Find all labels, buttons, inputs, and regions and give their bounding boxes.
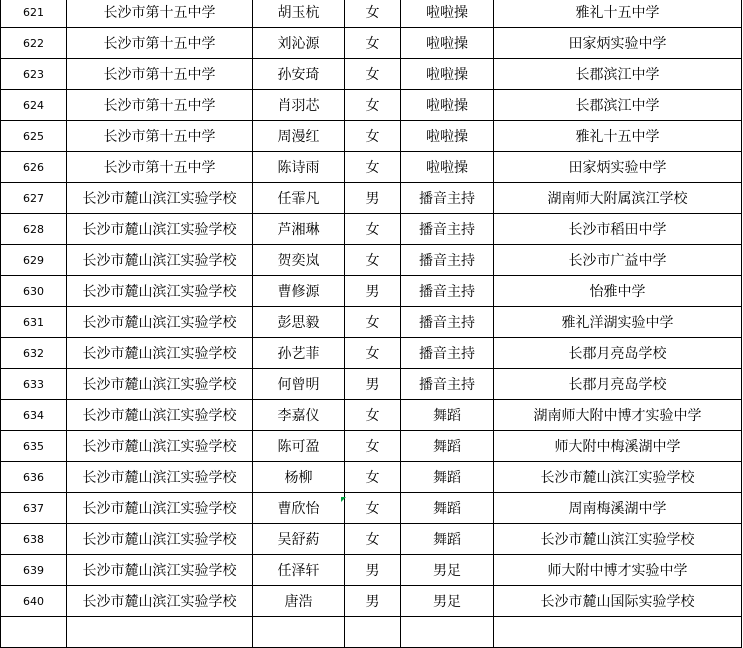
- cell-target-school[interactable]: 长沙市麓山国际实验学校: [494, 586, 742, 617]
- cell-target-school[interactable]: 师大附中梅溪湖中学: [494, 431, 742, 462]
- cell-gender[interactable]: 男: [345, 276, 401, 307]
- cell-number[interactable]: 626: [1, 152, 67, 183]
- cell-partial[interactable]: [253, 617, 345, 648]
- table-row: [1, 0, 742, 28]
- cell-number[interactable]: 640: [1, 586, 67, 617]
- cell-target-school[interactable]: 长郡滨江中学: [494, 90, 742, 121]
- cell-gender[interactable]: 女: [345, 59, 401, 90]
- cell-specialty[interactable]: 播音主持: [401, 307, 494, 338]
- table-row-partial: [1, 617, 742, 648]
- table-row: [1, 400, 742, 431]
- cell-gender[interactable]: 女: [345, 0, 401, 28]
- cell-target-school[interactable]: 怡雅中学: [494, 276, 742, 307]
- cell-specialty[interactable]: 舞蹈: [401, 431, 494, 462]
- cell-number[interactable]: 631: [1, 307, 67, 338]
- cell-name[interactable]: 芦湘琳: [253, 214, 345, 245]
- cell-partial[interactable]: [1, 617, 67, 648]
- cell-target-school[interactable]: 长沙市麓山滨江实验学校: [494, 524, 742, 555]
- table-row: [1, 555, 742, 586]
- cell-school[interactable]: 长沙市麓山滨江实验学校: [67, 493, 253, 524]
- cell-number[interactable]: 621: [1, 0, 67, 28]
- cell-target-school[interactable]: 田家炳实验中学: [494, 28, 742, 59]
- cell-number[interactable]: 639: [1, 555, 67, 586]
- cell-target-school[interactable]: 田家炳实验中学: [494, 152, 742, 183]
- cell-number[interactable]: 632: [1, 338, 67, 369]
- cell-name[interactable]: 陈可盈: [253, 431, 345, 462]
- cell-school[interactable]: 长沙市麓山滨江实验学校: [67, 462, 253, 493]
- table-row: [1, 338, 742, 369]
- cell-name[interactable]: 李嘉仪: [253, 400, 345, 431]
- cell-gender[interactable]: 女: [345, 338, 401, 369]
- cell-gender[interactable]: 女: [345, 493, 401, 524]
- cell-target-school[interactable]: 长郡滨江中学: [494, 59, 742, 90]
- table-row: [1, 369, 742, 400]
- table-row: [1, 90, 742, 121]
- table-row: [1, 59, 742, 90]
- cell-specialty[interactable]: 啦啦操: [401, 0, 494, 28]
- cell-school[interactable]: 长沙市麓山滨江实验学校: [67, 276, 253, 307]
- cell-partial[interactable]: [401, 617, 494, 648]
- cell-number[interactable]: 635: [1, 431, 67, 462]
- table-row: [1, 183, 742, 214]
- cell-name[interactable]: 彭思毅: [253, 307, 345, 338]
- cell-name[interactable]: 唐浩: [253, 586, 345, 617]
- cell-gender[interactable]: 女: [345, 214, 401, 245]
- cell-specialty[interactable]: 播音主持: [401, 183, 494, 214]
- cell-gender[interactable]: 女: [345, 245, 401, 276]
- cell-school[interactable]: 长沙市麓山滨江实验学校: [67, 586, 253, 617]
- cell-number[interactable]: 638: [1, 524, 67, 555]
- table-body: [1, 0, 742, 617]
- cell-specialty[interactable]: 舞蹈: [401, 493, 494, 524]
- cell-name[interactable]: 孙安琦: [253, 59, 345, 90]
- table-row: [1, 524, 742, 555]
- cell-school[interactable]: 长沙市麓山滨江实验学校: [67, 183, 253, 214]
- cell-gender[interactable]: 女: [345, 307, 401, 338]
- cell-gender[interactable]: 男: [345, 555, 401, 586]
- cell-partial[interactable]: [494, 617, 742, 648]
- cell-number[interactable]: 622: [1, 28, 67, 59]
- cell-target-school[interactable]: 雅礼十五中学: [494, 121, 742, 152]
- cell-school[interactable]: 长沙市第十五中学: [67, 90, 253, 121]
- cell-number[interactable]: 624: [1, 90, 67, 121]
- table-row: [1, 121, 742, 152]
- cell-gender[interactable]: 男: [345, 183, 401, 214]
- cell-gender[interactable]: 女: [345, 90, 401, 121]
- cell-gender[interactable]: 女: [345, 524, 401, 555]
- cell-name[interactable]: 杨柳: [253, 462, 345, 493]
- cell-school[interactable]: 长沙市麓山滨江实验学校: [67, 400, 253, 431]
- table-row: [1, 28, 742, 59]
- cell-gender[interactable]: 男: [345, 369, 401, 400]
- cell-target-school[interactable]: 长沙市广益中学: [494, 245, 742, 276]
- cell-name[interactable]: 孙艺菲: [253, 338, 345, 369]
- table-row: [1, 586, 742, 617]
- cell-name[interactable]: 周漫红: [253, 121, 345, 152]
- cell-number[interactable]: 633: [1, 369, 67, 400]
- cell-name[interactable]: 任泽轩: [253, 555, 345, 586]
- cell-target-school[interactable]: 湖南师大附属滨江学校: [494, 183, 742, 214]
- table-row: [1, 245, 742, 276]
- cell-number[interactable]: 627: [1, 183, 67, 214]
- table-row: [1, 276, 742, 307]
- cell-target-school[interactable]: 雅礼洋湖实验中学: [494, 307, 742, 338]
- cell-specialty[interactable]: 舞蹈: [401, 462, 494, 493]
- cell-school[interactable]: 长沙市麓山滨江实验学校: [67, 431, 253, 462]
- cell-number[interactable]: 629: [1, 245, 67, 276]
- cell-specialty[interactable]: 舞蹈: [401, 400, 494, 431]
- cell-school[interactable]: 长沙市麓山滨江实验学校: [67, 307, 253, 338]
- cell-school[interactable]: 长沙市麓山滨江实验学校: [67, 369, 253, 400]
- cell-target-school[interactable]: 雅礼十五中学: [494, 0, 742, 28]
- cell-number[interactable]: 628: [1, 214, 67, 245]
- cell-school[interactable]: 长沙市麓山滨江实验学校: [67, 245, 253, 276]
- cell-number[interactable]: 634: [1, 400, 67, 431]
- cell-specialty[interactable]: 男足: [401, 586, 494, 617]
- cell-school[interactable]: 长沙市麓山滨江实验学校: [67, 214, 253, 245]
- cell-specialty[interactable]: 播音主持: [401, 369, 494, 400]
- cell-name[interactable]: 贺奕岚: [253, 245, 345, 276]
- cell-number[interactable]: 630: [1, 276, 67, 307]
- cell-target-school[interactable]: 长郡月亮岛学校: [494, 338, 742, 369]
- cell-school[interactable]: 长沙市第十五中学: [67, 28, 253, 59]
- table-row: [1, 431, 742, 462]
- table-row: [1, 307, 742, 338]
- cell-target-school[interactable]: 长郡月亮岛学校: [494, 369, 742, 400]
- cell-partial[interactable]: [345, 617, 401, 648]
- cell-target-school[interactable]: 周南梅溪湖中学: [494, 493, 742, 524]
- cell-specialty[interactable]: 啦啦操: [401, 121, 494, 152]
- cell-name[interactable]: 任霏凡: [253, 183, 345, 214]
- cell-school[interactable]: 长沙市第十五中学: [67, 121, 253, 152]
- cell-gender[interactable]: 男: [345, 586, 401, 617]
- cell-name[interactable]: 吴舒葯: [253, 524, 345, 555]
- cell-comment-marker-icon: [341, 497, 346, 502]
- cell-target-school[interactable]: 长沙市稻田中学: [494, 214, 742, 245]
- cell-specialty[interactable]: 播音主持: [401, 214, 494, 245]
- cell-specialty[interactable]: 啦啦操: [401, 152, 494, 183]
- cell-name[interactable]: 曹欣怡: [253, 493, 345, 524]
- cell-number[interactable]: 625: [1, 121, 67, 152]
- cell-school[interactable]: 长沙市第十五中学: [67, 152, 253, 183]
- table-row: [1, 214, 742, 245]
- cell-gender[interactable]: 女: [345, 152, 401, 183]
- cell-specialty[interactable]: 男足: [401, 555, 494, 586]
- cell-gender[interactable]: 女: [345, 121, 401, 152]
- cell-school[interactable]: 长沙市第十五中学: [67, 59, 253, 90]
- cell-gender[interactable]: 女: [345, 400, 401, 431]
- cell-specialty[interactable]: 播音主持: [401, 276, 494, 307]
- table-trailing-row: [1, 617, 742, 648]
- cell-gender[interactable]: 女: [345, 462, 401, 493]
- cell-name[interactable]: 肖羽芯: [253, 90, 345, 121]
- cell-school[interactable]: 长沙市第十五中学: [67, 0, 253, 28]
- table-row: [1, 152, 742, 183]
- cell-partial[interactable]: [67, 617, 253, 648]
- table-row: [1, 493, 742, 524]
- cell-specialty[interactable]: 舞蹈: [401, 524, 494, 555]
- cell-name[interactable]: 何曾明: [253, 369, 345, 400]
- cell-specialty[interactable]: 播音主持: [401, 338, 494, 369]
- cell-name[interactable]: 曹修源: [253, 276, 345, 307]
- cell-gender[interactable]: 女: [345, 28, 401, 59]
- cell-school[interactable]: 长沙市麓山滨江实验学校: [67, 338, 253, 369]
- cell-target-school[interactable]: 长沙市麓山滨江实验学校: [494, 462, 742, 493]
- cell-specialty[interactable]: 播音主持: [401, 245, 494, 276]
- cell-number[interactable]: 637: [1, 493, 67, 524]
- cell-specialty[interactable]: 啦啦操: [401, 59, 494, 90]
- cell-school[interactable]: 长沙市麓山滨江实验学校: [67, 555, 253, 586]
- cell-target-school[interactable]: 师大附中博才实验中学: [494, 555, 742, 586]
- cell-name[interactable]: 胡玉杭: [253, 0, 345, 28]
- cell-school[interactable]: 长沙市麓山滨江实验学校: [67, 524, 253, 555]
- table-row: [1, 462, 742, 493]
- cell-number[interactable]: 636: [1, 462, 67, 493]
- cell-name[interactable]: 陈诗雨: [253, 152, 345, 183]
- cell-target-school[interactable]: 湖南师大附中博才实验中学: [494, 400, 742, 431]
- cell-name[interactable]: 刘沁源: [253, 28, 345, 59]
- cell-number[interactable]: 623: [1, 59, 67, 90]
- cell-specialty[interactable]: 啦啦操: [401, 28, 494, 59]
- cell-gender[interactable]: 女: [345, 431, 401, 462]
- cell-specialty[interactable]: 啦啦操: [401, 90, 494, 121]
